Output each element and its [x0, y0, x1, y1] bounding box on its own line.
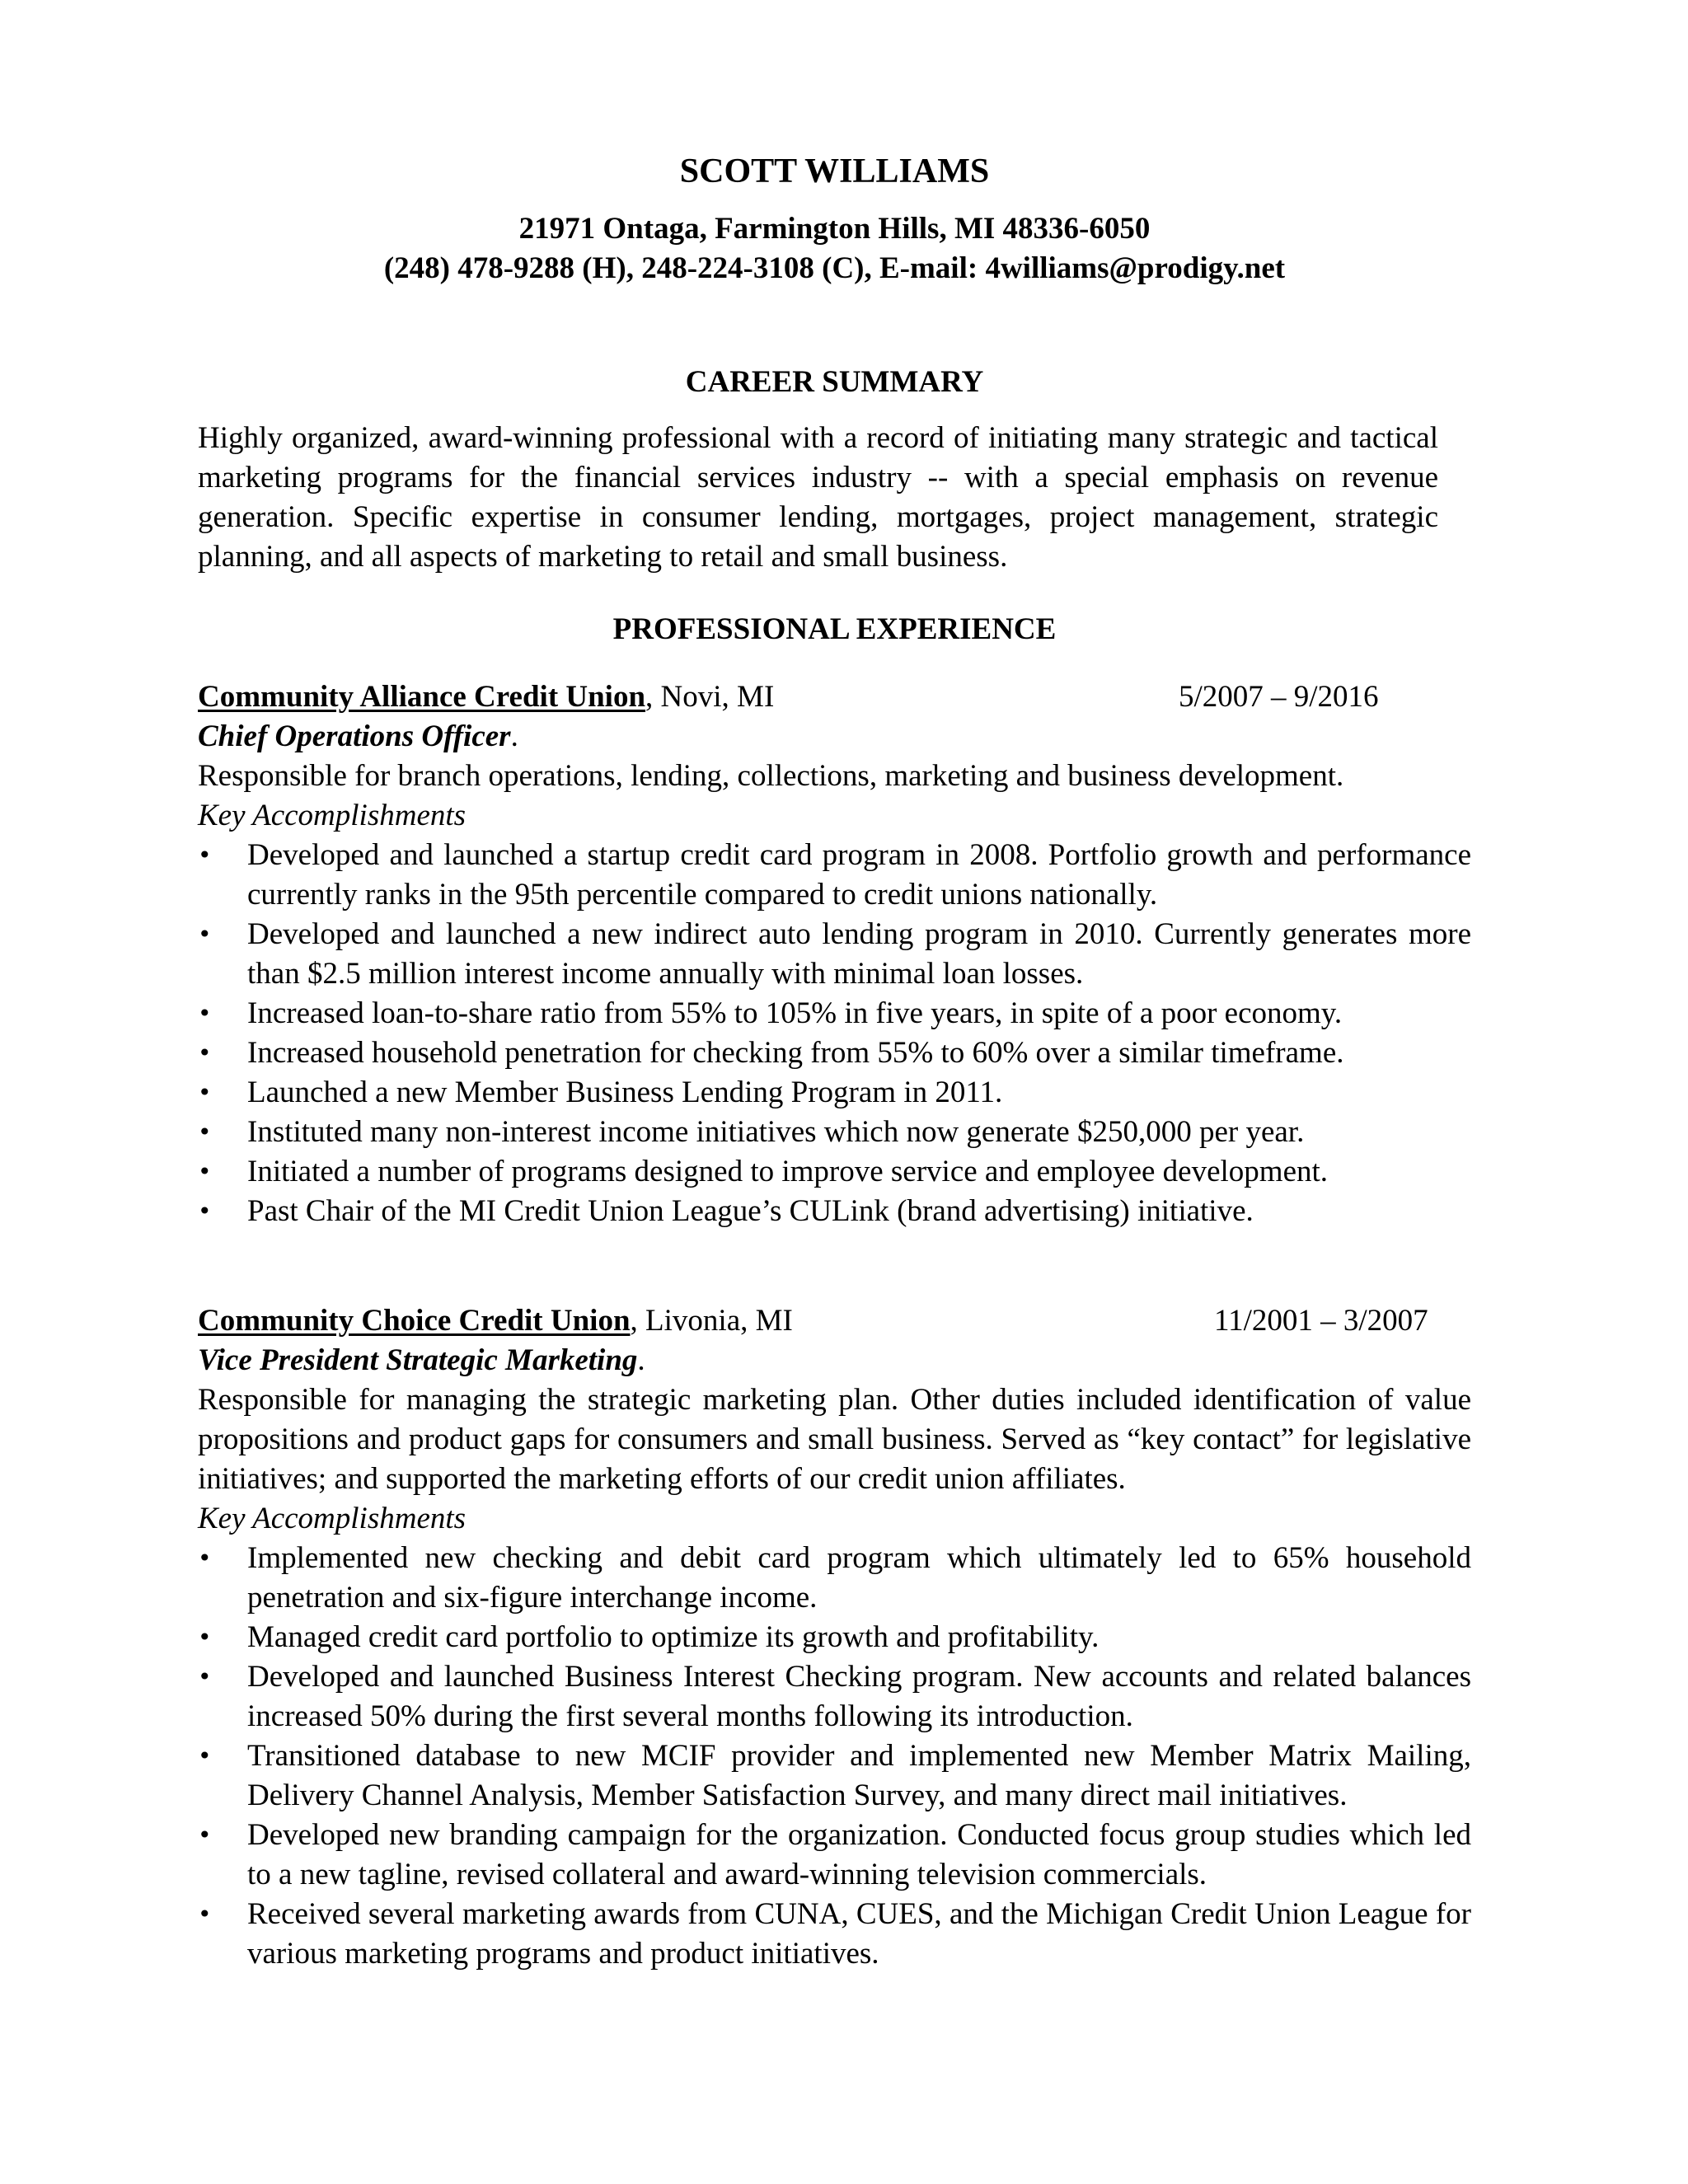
list-item [198, 1618, 1471, 1657]
job-description: Responsible for managing the strategic marketing plan. Other duties included identification of value propositions and product gaps for consumers and small business. Served as “key contact” for legislative initiatives; and supported the marketing efforts of our credit union affiliates. [198, 1383, 1471, 1496]
list-item [198, 1152, 1471, 1192]
list-item [198, 1033, 1471, 1073]
list-item [198, 915, 1471, 994]
job-description: Responsible for branch operations, lending, collections, marketing and business development. [198, 759, 1344, 793]
bullet-icon: • [198, 1742, 212, 1769]
accomplishment-text: Developed and launched a startup credit card program in 2008. Portfolio growth and performance currently ranks in the 95th percentile compared to credit unions nationally. [247, 838, 1471, 912]
list-item [198, 1736, 1471, 1816]
contact-line: (248) 478-9288 (H), 248-224-3108 (C), E-mail: 4williams@prodigy.net [383, 251, 1286, 285]
bullet-icon: • [198, 1118, 212, 1146]
bullet-icon: • [198, 1197, 212, 1225]
accomplishments-list [198, 1539, 1471, 1974]
list-item [198, 994, 1471, 1033]
accomplishment-text: Implemented new checking and debit card program which ultimately led to 65% household penetration and six-figure interchange income. [247, 1541, 1471, 1615]
list-item [198, 1073, 1471, 1113]
accomplishment-text: Transitioned database to new MCIF provider and implemented new Member Matrix Mailing, Delivery Channel Analysis, Member Satisfaction Survey, and many direct mail initiatives. [247, 1739, 1471, 1812]
professional-experience-heading: PROFESSIONAL EXPERIENCE [612, 612, 1057, 646]
career-summary-text: Highly organized, award-winning professional with a record of initiating many strategic and tactical marketing programs for the financial services industry -- with a special emphasis on revenue generation. Specific expertise in consumer lending, mortgages, project management, strategic planning, and all aspects of marketing to retail and small business. [198, 421, 1438, 574]
accomplishment-text: Instituted many non-interest income initiatives which now generate $250,000 per year. [247, 1115, 1305, 1149]
bullet-icon: • [198, 1079, 212, 1106]
bullet-icon: • [198, 1039, 212, 1066]
list-item [198, 1895, 1471, 1974]
job-entry [198, 677, 1471, 1231]
list-item [198, 1113, 1471, 1152]
resume-page [198, 124, 1471, 1974]
key-accomplishments-label: Key Accomplishments [198, 799, 467, 832]
list-item [198, 836, 1471, 915]
key-accomplishments-label: Key Accomplishments [198, 1502, 467, 1535]
list-item [198, 1192, 1471, 1231]
accomplishment-text: Increased household penetration for checking from 55% to 60% over a similar timeframe. [247, 1036, 1344, 1070]
accomplishment-text: Past Chair of the MI Credit Union League’s CULink (brand advertising) initiative. [247, 1194, 1254, 1228]
job-location: , Novi, MI [645, 680, 775, 714]
bullet-icon: • [198, 1663, 212, 1690]
accomplishment-text: Managed credit card portfolio to optimize its growth and profitability. [247, 1620, 1100, 1654]
bullet-icon: • [198, 1900, 212, 1928]
job-title: Vice President Strategic Marketing [198, 1343, 638, 1377]
accomplishments-list [198, 836, 1471, 1231]
accomplishment-text: Initiated a number of programs designed to improve service and employee development. [247, 1155, 1329, 1188]
job-location: , Livonia, MI [630, 1304, 793, 1338]
accomplishment-text: Increased loan-to-share ratio from 55% to 105% in five years, in spite of a poor economy. [247, 996, 1343, 1030]
address-line: 21971 Ontaga, Farmington Hills, MI 48336-6050 [518, 212, 1151, 246]
organization-name: Community Choice Credit Union [198, 1304, 631, 1338]
career-summary-heading: CAREER SUMMARY [685, 365, 984, 399]
bullet-icon: • [198, 1624, 212, 1651]
job-dates: 11/2001 – 3/2007 [1214, 1304, 1428, 1338]
job-title-line [198, 1341, 1471, 1380]
accomplishment-text: Launched a new Member Business Lending Program in 2011. [247, 1076, 1003, 1109]
job-title: Chief Operations Officer [198, 719, 511, 753]
list-item [198, 1816, 1471, 1895]
list-item [198, 1539, 1471, 1618]
job-dates: 5/2007 – 9/2016 [1179, 680, 1379, 714]
bullet-icon: • [198, 921, 212, 948]
job-header [198, 677, 1471, 717]
job-entry [198, 1301, 1471, 1974]
accomplishment-text: Received several marketing awards from CUNA, CUES, and the Michigan Credit Union League for various marketing programs and product initiatives. [247, 1897, 1471, 1971]
list-item [198, 1657, 1471, 1736]
accomplishment-text: Developed new branding campaign for the organization. Conducted focus group studies which led to a new tagline, revised collateral and award-winning television commercials. [247, 1818, 1471, 1891]
bullet-icon: • [198, 841, 212, 869]
candidate-name: SCOTT WILLIAMS [679, 152, 990, 190]
accomplishment-text: Developed and launched Business Interest Checking program. New accounts and related balances increased 50% during the first several months following its introduction. [247, 1660, 1471, 1733]
job-title-suffix: . [637, 1343, 645, 1377]
accomplishment-text: Developed and launched a new indirect auto lending program in 2010. Currently generates more than $2.5 million interest income annually with minimal loan losses. [247, 917, 1471, 991]
job-header [198, 1301, 1471, 1341]
bullet-icon: • [198, 1000, 212, 1027]
job-title-line [198, 717, 1471, 757]
bullet-icon: • [198, 1544, 212, 1572]
organization-name: Community Alliance Credit Union [198, 680, 646, 714]
job-title-suffix: . [510, 719, 518, 753]
bullet-icon: • [198, 1158, 212, 1185]
bullet-icon: • [198, 1821, 212, 1849]
